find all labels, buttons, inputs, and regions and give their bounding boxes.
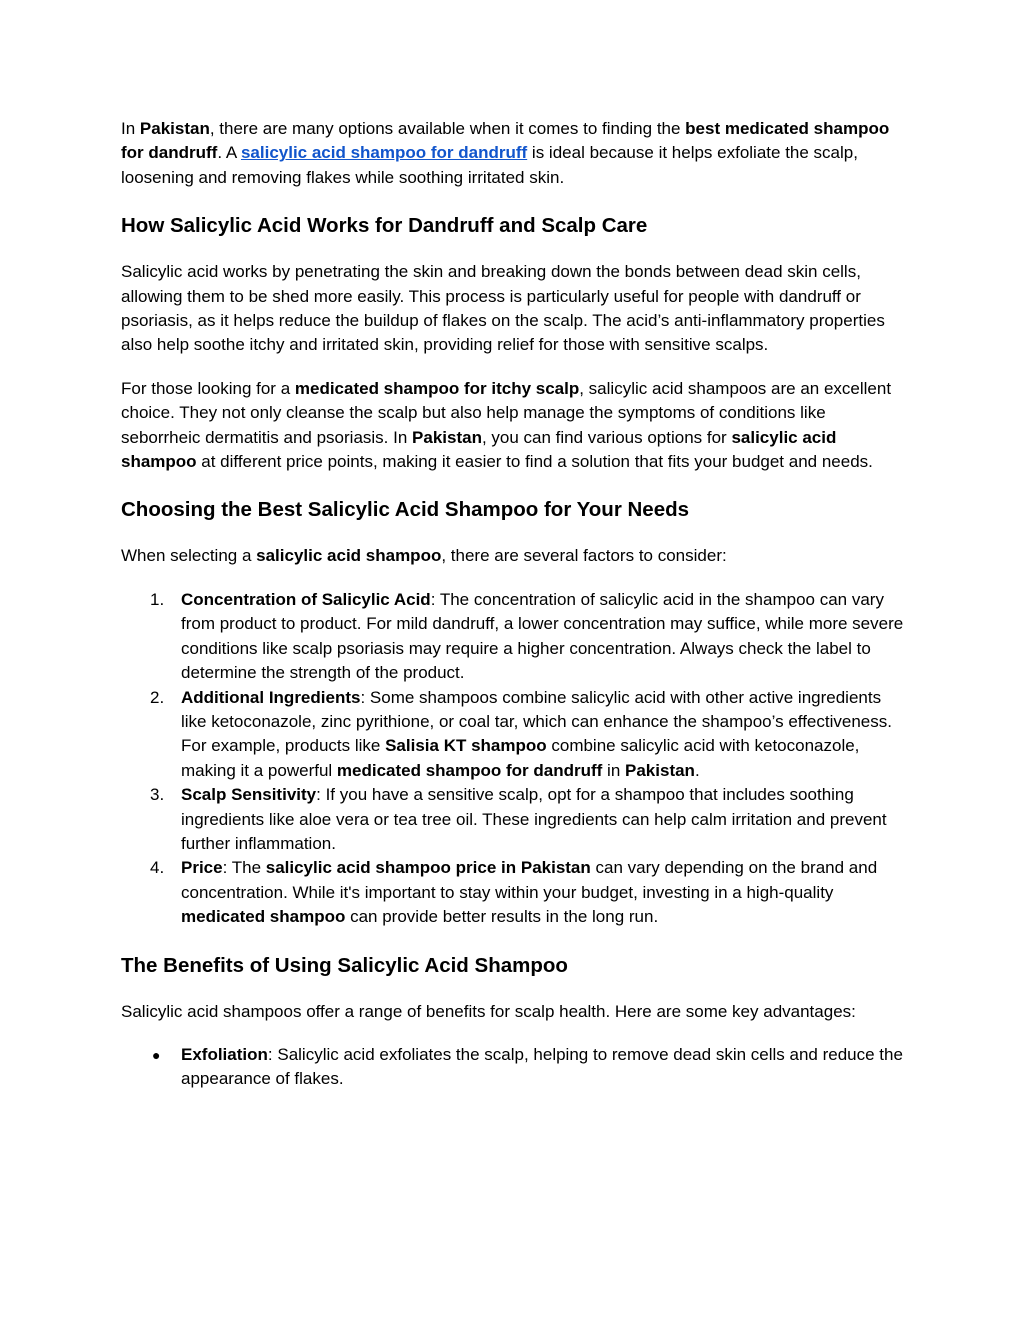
heading-how-it-works: How Salicylic Acid Works for Dandruff and Scalp Care: [121, 214, 648, 238]
item-bold: medicated shampoo for dandruff: [336, 760, 603, 780]
item-text: : Some shampoos combine salicylic acid with other active ingredients like ketoconazole, zinc pyrithione, or coal tar, which can enhance the shampoo’s effectiveness. For example, products like: [181, 687, 892, 756]
bullet-icon: ●: [152, 1046, 161, 1063]
itchy-bold-3: salicylic acid shampoo: [121, 427, 837, 472]
item-bold: Pakistan: [625, 760, 695, 780]
list-number: 1.: [150, 589, 165, 609]
list-item: [121, 783, 906, 856]
item-bold: Salisia KT shampoo: [385, 736, 547, 756]
item-text: can vary depending on the brand and concentration. While it's important to stay within your budget, investing in a high-quality: [181, 858, 878, 902]
itchy-bold-1: medicated shampoo for itchy scalp: [294, 378, 580, 398]
item-text: : The concentration of salicylic acid in the shampoo can vary from product to product. For mild dandruff, a lower concentration may suffice, while more severe conditions like scalp psoriasis may require a higher concentration. Always check the label to determine the strength of the product.: [181, 589, 904, 683]
item-title: Scalp Sensitivity: [181, 785, 317, 805]
list-item: [121, 1043, 906, 1092]
list-number: 3.: [150, 785, 165, 805]
item-text: can provide better results in the long run.: [345, 907, 659, 927]
item-bold: medicated shampoo: [181, 907, 346, 927]
itchy-text-4: at different price points, making it easier to find a solution that fits your budget and needs.: [196, 452, 873, 472]
item-bold: salicylic acid shampoo price in Pakistan: [265, 858, 591, 878]
list-item: [121, 588, 906, 686]
item-text: : Salicylic acid exfoliates the scalp, helping to remove dead skin cells and reduce the appearance of flakes.: [181, 1044, 903, 1089]
itchy-text-1: For those looking for a: [121, 378, 295, 398]
intro-text-4: is ideal because it helps exfoliate the scalp, loosening and removing flakes while soothing irritated skin.: [121, 143, 858, 187]
itchy-bold-pakistan: Pakistan: [412, 427, 482, 447]
list-number: 4.: [150, 858, 165, 878]
list-item: [121, 686, 906, 784]
item-text: in: [602, 760, 626, 780]
benefits-intro-paragraph: Salicylic acid shampoos offer a range of benefits for scalp health. Here are some key advantages:: [121, 1001, 856, 1021]
item-title: Exfoliation: [181, 1044, 268, 1064]
item-title: Additional Ingredients: [181, 687, 361, 707]
benefits-list: [121, 1043, 906, 1092]
intro-text-3: . A: [217, 143, 241, 163]
heading-choosing: Choosing the Best Salicylic Acid Shampoo for Your Needs: [121, 498, 690, 522]
item-text: .: [694, 760, 700, 780]
itchy-text-2: , salicylic acid shampoos are an excellent choice. They not only cleanse the scalp but also help manage the symptoms of conditions like seborrheic dermatitis and psoriasis. In: [121, 378, 892, 447]
intro-text-2: , there are many options available when it comes to finding the: [209, 119, 686, 138]
salicylic-shampoo-link[interactable]: salicylic acid shampoo for dandruff: [240, 143, 528, 163]
list-item: [121, 856, 906, 929]
choosing-text-1: When selecting a: [121, 546, 257, 566]
item-text: : The: [222, 858, 266, 878]
list-number: 2.: [150, 687, 165, 707]
choosing-bold-1: salicylic acid shampoo: [256, 546, 442, 566]
itchy-text-3: , you can find various options for: [481, 427, 732, 447]
intro-text-1: In: [121, 119, 140, 138]
intro-bold-best-medicated: best medicated shampoo for dandruff: [121, 119, 890, 163]
itchy-scalp-paragraph: [121, 377, 906, 475]
item-title: Concentration of Salicylic Acid: [181, 589, 431, 609]
factors-list: [121, 588, 906, 930]
heading-benefits: The Benefits of Using Salicylic Acid Shampoo: [121, 953, 568, 977]
choosing-intro-paragraph: [121, 544, 906, 568]
intro-bold-pakistan: Pakistan: [139, 119, 210, 138]
item-text: : If you have a sensitive scalp, opt for a shampoo that includes soothing ingredients like aloe vera or tea tree oil. These ingredients can help calm irritation and prevent further inflammation.: [181, 785, 887, 853]
item-title: Price: [181, 858, 223, 878]
choosing-text-2: , there are several factors to consider:: [441, 546, 727, 566]
intro-paragraph: [121, 117, 906, 190]
document-page: [121, 117, 906, 1092]
item-text: combine salicylic acid with ketoconazole, making it a powerful: [181, 736, 860, 780]
how-it-works-paragraph: Salicylic acid works by penetrating the skin and breaking down the bonds between dead skin cells, allowing them to be shed more easily. This process is particularly useful for people with dandruff or psoriasis, as it helps reduce the buildup of flakes on the scalp. The acid’s anti-inflammatory properties also help soothe itchy and irritated skin, providing relief for those with sensitive scalps.: [121, 262, 885, 355]
